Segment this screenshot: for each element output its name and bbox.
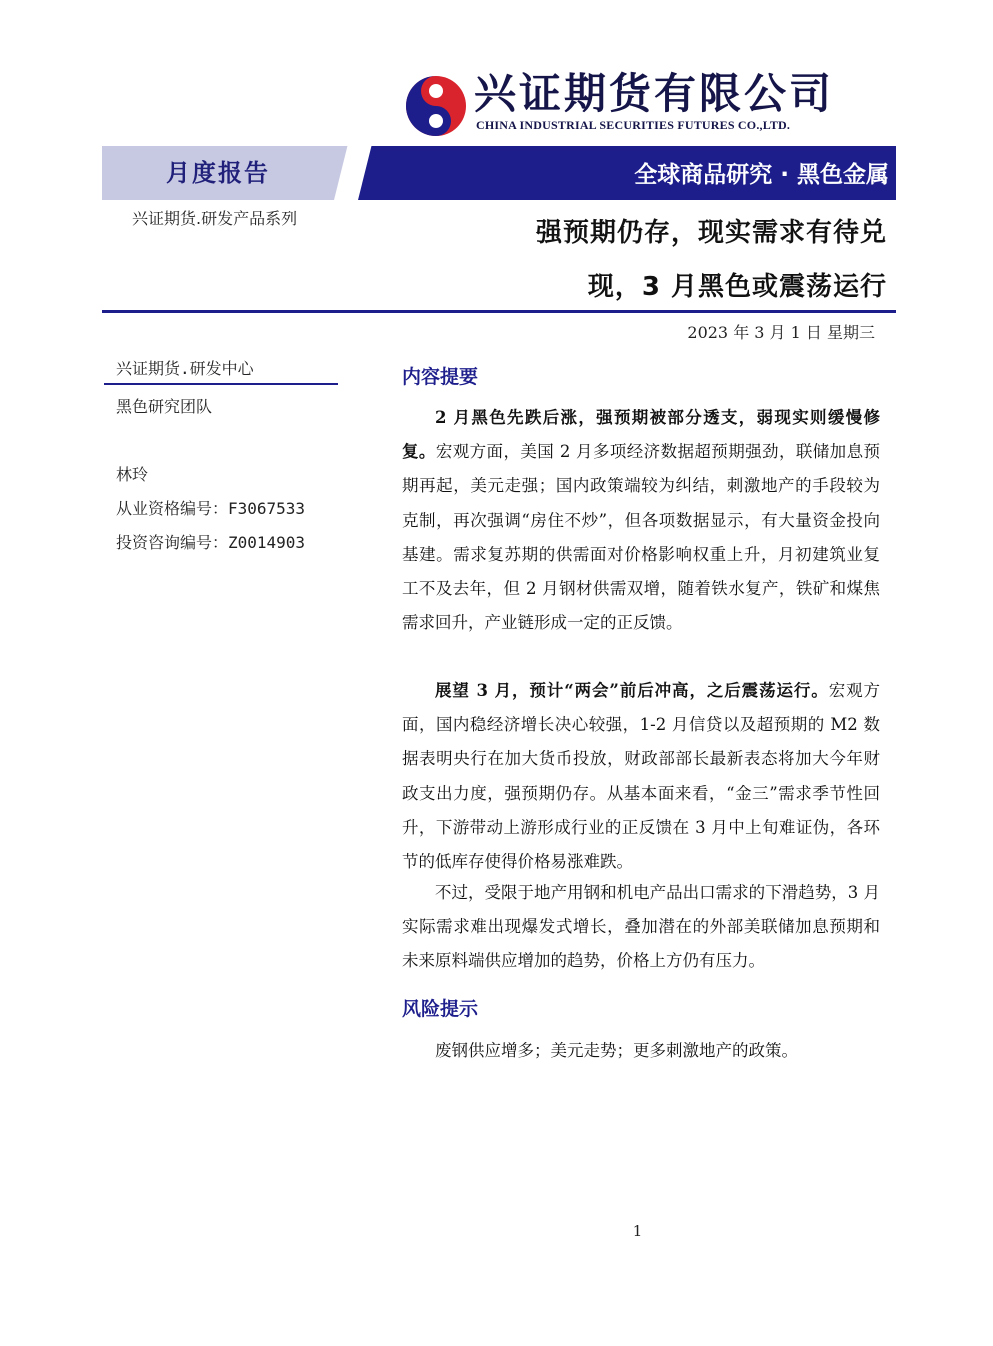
company-name-cn: 兴证期货有限公司 — [474, 69, 835, 118]
category-label: 全球商品研究 · 黑色金属 — [634, 162, 889, 188]
company-logo-icon — [404, 74, 468, 138]
summary-paragraph-1 — [402, 401, 880, 673]
series-label: 兴证期货.研发产品系列 — [132, 209, 298, 228]
page-number: 1 — [632, 1222, 643, 1240]
sidebar-team: 黑色研究团队 — [116, 397, 213, 416]
paragraph-2-lead: 展望 3 月，预计“两会”前后冲高，之后震荡运行。 — [435, 681, 829, 700]
report-date: 2023 年 3 月 1 日 星期三 — [687, 323, 875, 342]
report-type-label: 月度报告 — [166, 159, 270, 187]
risk-heading: 风险提示 — [402, 998, 479, 1020]
summary-paragraph-2 — [402, 674, 880, 878]
summary-paragraph-3: 不过，受限于地产用钢和机电产品出口需求的下滑趋势，3 月实际需求难出现爆发式增长，叠加潜在的外部美联储加息预期和未来原料端供应增加的趋势，价格上方仍有压力。 — [402, 883, 880, 971]
paragraph-1-lead: 2 月黑色先跌后涨，强预期被部分透支，弱现实则缓慢修复。 — [402, 408, 880, 462]
paragraph-1-body: 宏观方面，美国 2 月多项经济数据超预期强劲，联储加息预期再起，美元走强；国内政策端较为纠结，刺激地产的手段较为克制，再次强调“房住不炒”，但各项数据显示，有大量资金投向基建。需求复苏期的供需面对价格影响权重上升，月初建筑业复工不及去年，但 2 月钢材供需双增，随着铁水复产，铁矿和煤焦需求回升，产业链形成一定的正反馈。 — [402, 442, 880, 633]
sidebar-consult-number: 投资咨询编号：Z0014903 — [116, 533, 306, 552]
title-divider — [102, 310, 896, 313]
sidebar-department: 兴证期货.研发中心 — [116, 359, 254, 378]
paragraph-2-body: 宏观方面，国内稳经济增长决心较强，1-2 月信贷以及超预期的 M2 数据表明央行在加大货币投放，财政部部长最新表态将加大今年财政支出力度，强预期仍存。从基本面来看，“金三”需求季节性回升，下游带动上游形成行业的正反馈在 3 月中上旬难证伪，各环节的低库存使得价格易涨难跌。 — [402, 681, 880, 872]
report-title-line-1: 强预期仍存，现实需求有待兑 — [535, 218, 887, 248]
sidebar-analyst: 林玲 — [116, 465, 149, 484]
risk-text: 废钢供应增多；美元走势；更多刺激地产的政策。 — [435, 1041, 798, 1060]
sidebar-license-number: 从业资格编号：F3067533 — [116, 499, 306, 518]
sidebar-divider — [104, 383, 338, 385]
report-title-line-2: 现，3 月黑色或震荡运行 — [587, 272, 887, 302]
company-name-en: CHINA INDUSTRIAL SECURITIES FUTURES CO.,LTD. — [476, 118, 791, 132]
summary-heading: 内容提要 — [402, 366, 479, 388]
